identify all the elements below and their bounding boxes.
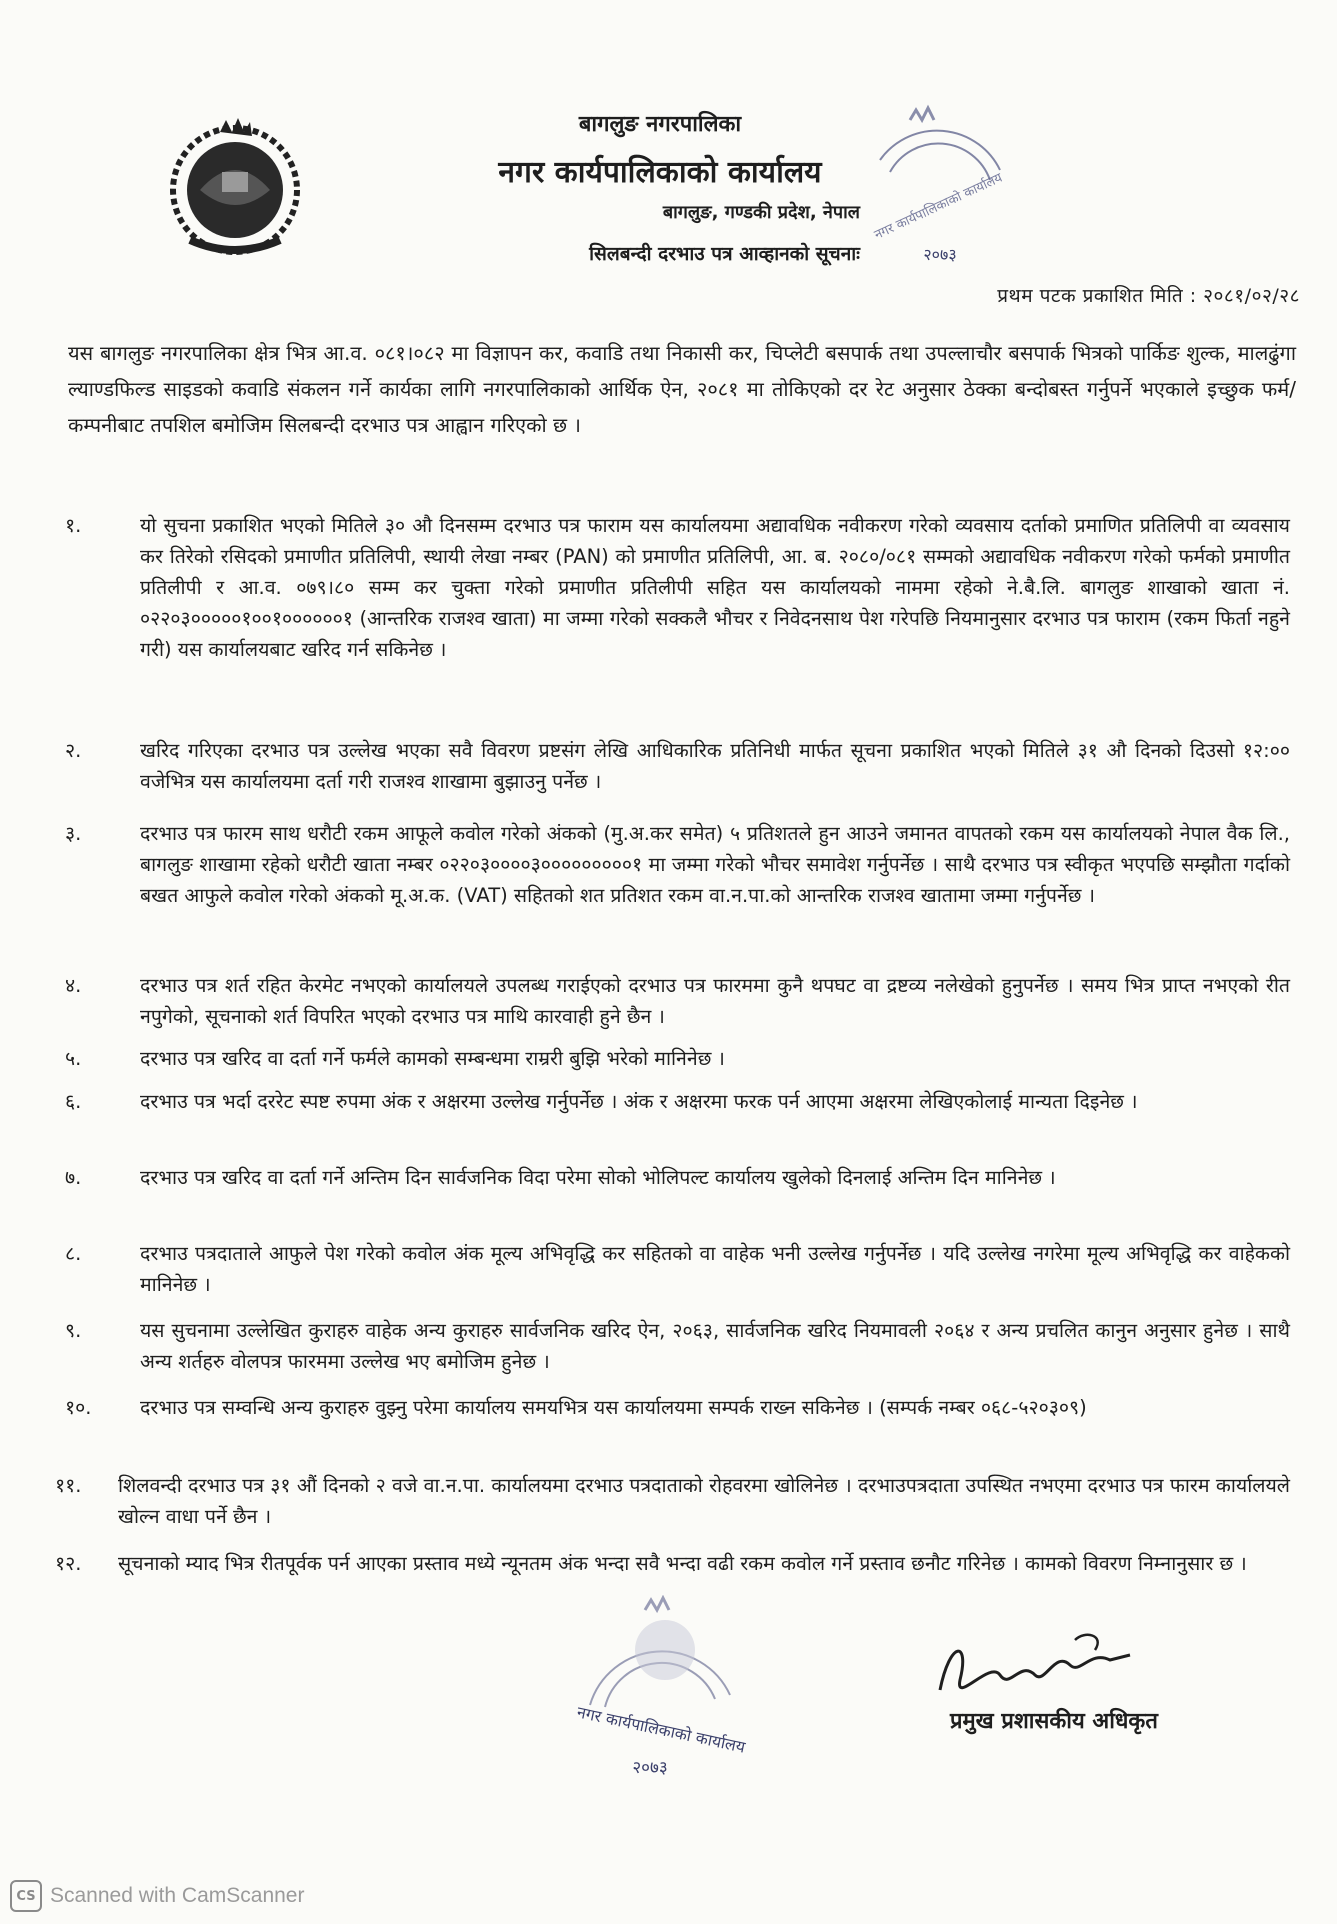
camscanner-logo-icon: CS [10, 1880, 42, 1912]
clause-number: २. [65, 739, 82, 762]
clause-text: सूचनाको म्याद भित्र रीतपूर्वक पर्न आएका प्रस्ताव मध्ये न्यूनतम अंक भन्दा सवै भन्दा वढी रकम कवोल गर्ने प्रस्ताव छनौट गरिनेछ । कामको विवरण निम्नानुसार छ । [118, 1552, 1247, 1575]
office-stamp-icon [560, 1595, 760, 1785]
office-title: नगर कार्यपालिकाको कार्यालय [498, 155, 822, 190]
clause-number: ६. [65, 1090, 82, 1113]
clause-number: ५. [65, 1047, 82, 1070]
stamp-text: नगर कार्यपालिकाको कार्यालय [575, 1702, 747, 1757]
office-stamp-icon [850, 100, 1030, 280]
office-address: बागलुङ, गण्डकी प्रदेश, नेपाल [662, 202, 860, 223]
clause-text: दरभाउ पत्र खरिद वा दर्ता गर्ने फर्मले कामको सम्बन्धमा राम्ररी बुझि भरेको मानिनेछ । [140, 1047, 725, 1070]
clause-text: दरभाउ पत्र खरिद वा दर्ता गर्ने अन्तिम दिन सार्वजनिक विदा परेमा सोको भोलिपल्ट कार्यालय खुलेको दिनलाई अन्तिम दिन मानिनेछ । [140, 1166, 1056, 1189]
clause-number: ११. [55, 1474, 82, 1497]
watermark-text: Scanned with CamScanner [50, 1884, 305, 1907]
clause-number: ४. [65, 974, 82, 997]
stamp-year: २०७३ [632, 1758, 668, 1778]
intro-paragraph: यस बागलुङ नगरपालिका क्षेत्र भित्र आ.व. ०८१।०८२ मा विज्ञापन कर, कवाडि तथा निकासी कर, चिप्लेटी बसपार्क तथा उपल्लाचौर बसपार्क भित्रको पार्किङ शुल्क, मालढुंगा ल्याण्डफिल्ड साइडको कवाडि संकलन गर्ने कार्यका लागि नगरपालिकाको आर्थिक ऐन, २०८१ मा तोकिएको दर रेट अनुसार ठेक्का बन्दोबस्त गर्नुपर्ने भएकाले इच्छुक फर्म/ कम्पनीबाट तपशिल बमोजिम सिलबन्दी दरभाउ पत्र आह्वान गरिएको छ । [68, 341, 1296, 437]
published-date: प्रथम पटक प्रकाशित मिति : २०८१/०२/२८ [997, 285, 1300, 307]
clause-number: ७. [65, 1166, 82, 1189]
clause-number: ३. [65, 822, 82, 845]
stamp-year: २०७३ [923, 245, 957, 264]
clause-text: दरभाउ पत्र शर्त रहित केरमेट नभएको कार्यालयले उपलब्ध गराईएको दरभाउ पत्र फारममा कुनै थपघट वा द्रष्टव्य नलेखेको हुनुपर्नेछ । समय भित्र प्राप्त नभएको रीत नपुगेको, सूचनाको शर्त विपरित भएको दरभाउ पत्र माथि कारवाही हुने छैन । [140, 974, 1290, 1028]
clause-number: ८. [65, 1242, 82, 1265]
signatory-title: प्रमुख प्रशासकीय अधिकृत [950, 1709, 1158, 1734]
clause-text: यस सुचनामा उल्लेखित कुराहरु वाहेक अन्य कुराहरु सार्वजनिक खरिद ऐन, २०६३, सार्वजनिक खरिद नियमावली २०६४ र अन्य प्रचलित कानुन अनुसार हुनेछ । साथै अन्य शर्तहरु वोलपत्र फारममा उल्लेख भए बमोजिम हुनेछ । [140, 1319, 1290, 1373]
clause-number: १. [65, 514, 82, 537]
municipality-name: बागलुङ नगरपालिका [578, 112, 742, 137]
clause-number: १०. [65, 1396, 92, 1419]
stamp-text: नगर कार्यपालिकाको कार्यालय [872, 170, 1005, 244]
clause-number: ९. [65, 1319, 82, 1342]
clause-text: यो सुचना प्रकाशित भएको मितिले ३० औ दिनसम्म दरभाउ पत्र फाराम यस कार्यालयमा अद्यावधिक नवीकरण गरेको व्यवसाय दर्ताको प्रमाणित प्रतिलिपी वा व्यवसाय कर तिरेको रसिदको प्रमाणीत प्रतिलिपी, स्थायी लेखा नम्बर (PAN) को प्रमाणीत प्रतिलिपी, आ. ब. २०८०/०८१ सम्मको अद्यावधिक नवीकरण गरेको फर्मको प्रमाणीत प्रतिलीपी र आ.व. ०७९।८० सम्म कर चुक्ता गरेको प्रमाणीत प्रतिलीपी सहित यस कार्यालयको नाममा रहेको ने.बै.लि. बागलुङ शाखाको खाता नं. ०२२०३०००००१००१००००००१ (आन्तरिक राजश्व खाता) मा जम्मा गरेको सक्कलै भौचर र निवेदनसाथ पेश गरेपछि नियमानुसार दरभाउ पत्र फाराम (रकम फिर्ता नहुने गरी) यस कार्यालयबाट खरिद गर्न सकिनेछ । [140, 514, 1290, 661]
clause-text: दरभाउ पत्र भर्दा दररेट स्पष्ट रुपमा अंक र अक्षरमा उल्लेख गर्नुपर्नेछ । अंक र अक्षरमा फरक पर्न आएमा अक्षरमा लेखिएकोलाई मान्यता दिइनेछ । [140, 1090, 1138, 1113]
clause-text: दरभाउ पत्रदाताले आफुले पेश गरेको कवोल अंक मूल्य अभिवृद्धि कर सहितको वा वाहेक भनी उल्लेख गर्नुपर्नेछ । यदि उल्लेख नगरेमा मूल्य अभिवृद्धि कर वाहेकको मानिनेछ । [140, 1242, 1290, 1296]
clause-number: १२. [55, 1552, 82, 1575]
clause-text: दरभाउ पत्र फारम साथ धरौटी रकम आफूले कवोल गरेको अंकको (मु.अ.कर समेत) ५ प्रतिशतले हुन आउने जमानत वापतको रकम यस कार्यालयको नेपाल वैक लि., बागलुङ शाखामा रहेको धरौटी खाता नम्बर ०२२०३००००३०००००००००१ मा जम्मा गरेको भौचर समावेश गर्नुपर्नेछ । साथै दरभाउ पत्र स्वीकृत भएपछि सम्झौता गर्दाको बखत आफुले कवोल गरेको अंकको मू.अ.क. (VAT) सहितको शत प्रतिशत रकम वा.न.पा.को आन्तरिक राजश्व खातामा जम्मा गर्नुपर्नेछ । [140, 822, 1290, 907]
notice-title: सिलबन्दी दरभाउ पत्र आव्हानको सूचनाः [589, 243, 860, 265]
camscanner-watermark [10, 1880, 304, 1912]
clause-text: दरभाउ पत्र सम्वन्धि अन्य कुराहरु वुझ्नु परेमा कार्यालय समयभित्र यस कार्यालयमा सम्पर्क राख्न सकिनेछ । (सम्पर्क नम्बर ०६८-५२०३०९) [140, 1396, 1087, 1419]
nepal-emblem-icon [160, 110, 310, 260]
clause-text: शिलवन्दी दरभाउ पत्र ३१ औं दिनको २ वजे वा.न.पा. कार्यालयमा दरभाउ पत्रदाताको रोहवरमा खोलिनेछ । दरभाउपत्रदाता उपस्थित नभएमा दरभाउ पत्र फारम कार्यालयले खोल्न वाधा पर्ने छैन । [118, 1474, 1290, 1528]
clause-text: खरिद गरिएका दरभाउ पत्र उल्लेख भएका सवै विवरण प्रष्टसंग लेखि आधिकारिक प्रतिनिधी मार्फत सूचना प्रकाशित भएको मितिले ३१ औ दिनको दिउसो १२:०० वजेभित्र यस कार्यालयमा दर्ता गरी राजश्व शाखामा बुझाउनु पर्नेछ । [140, 739, 1290, 793]
